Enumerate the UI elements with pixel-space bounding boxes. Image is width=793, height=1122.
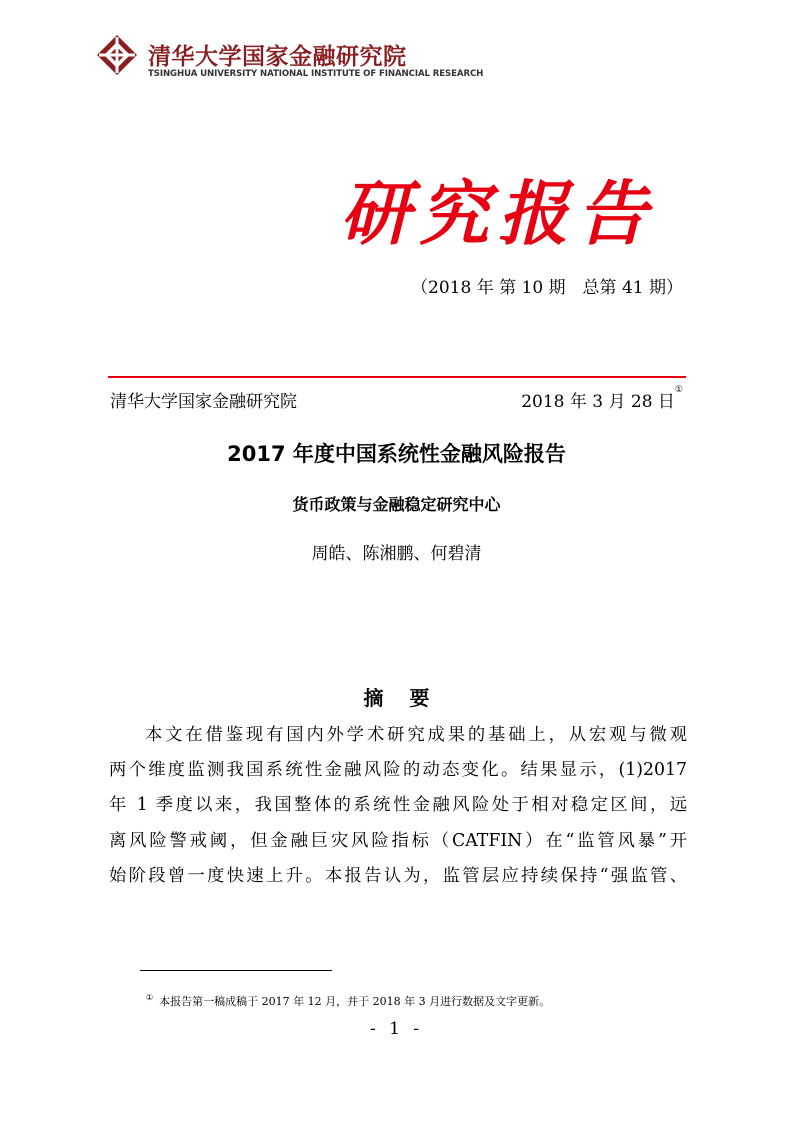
publication-date (521, 387, 683, 412)
report-type-title: 研究报告 (340, 172, 656, 255)
publisher-name: 清华大学国家金融研究院 (110, 392, 297, 412)
institute-name-cn: 清华大学国家金融研究院 (148, 44, 407, 70)
date-footnote-mark[interactable]: ① (674, 385, 683, 395)
tsinghua-nifr-logo-icon (95, 33, 139, 77)
abstract-line: 年 1 季度以来，我国整体的系统性金融风险处于相对稳定区间，远 (109, 795, 687, 816)
issue-info: （2018 年 第 10 期 总第 41 期） (411, 278, 683, 298)
page-number: - 1 - (369, 1019, 424, 1039)
footnote (146, 993, 550, 1009)
institute-name-en: TSINGHUA UNIVERSITY NATIONAL INSTITUTE OF FINANCIAL RESEARCH (148, 69, 484, 79)
footnote-divider (140, 970, 332, 971)
authors: 周皓、陈湘鹏、何碧清 (311, 544, 482, 564)
date-text: 2018 年 3 月 28 日 (521, 392, 675, 412)
header-divider (108, 376, 686, 378)
abstract-body (109, 718, 687, 894)
abstract-line: 离风险警戒阈，但金融巨灾风险指标（CATFIN）在“监管风暴”开 (109, 830, 687, 851)
abstract-line: 本文在借鉴现有国内外学术研究成果的基础上，从宏观与微观 (145, 725, 687, 745)
paper-title: 2017 年度中国系统性金融风险报告 (227, 442, 566, 466)
footnote-text: 本报告第一稿成稿于 2017 年 12 月，并于 2018 年 3 月进行数据及文字更新。 (159, 995, 551, 1008)
abstract-heading: 摘要 (363, 686, 456, 710)
research-center: 货币政策与金融稳定研究中心 (292, 495, 501, 514)
abstract-line: 始阶段曾一度快速上升。本报告认为，监管层应持续保持“强监管、 (109, 865, 687, 886)
footnote-mark: ① (146, 993, 154, 1002)
abstract-line: 两个维度监测我国系统性金融风险的动态变化。结果显示，(1)2017 (109, 760, 687, 781)
